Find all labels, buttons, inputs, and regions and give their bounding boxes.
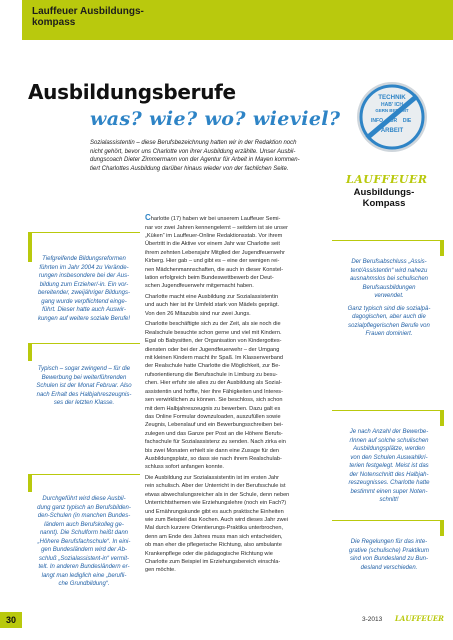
logo-text: DIE — [402, 118, 412, 124]
body-line: rufsorientierung die Berufsschule in Limburg zu besu- — [145, 371, 278, 378]
body-line: diensten oder bei der Jugendfeuerwehr – der Umgang — [145, 346, 280, 353]
body-line: mit dem Halbjahreszeugnis zu bewerben. Dazu galt es — [145, 405, 281, 412]
note-line: tent/Assistentin“ wird nahezu — [350, 267, 428, 274]
logo-text: TECHNIK — [378, 94, 406, 101]
intro-line: nicht gehört, bevor uns Charlotte von ihrer Ausbildung erzählte. Unser Ausbil- — [90, 148, 296, 155]
body-line: Krankenpflege oder die pädagogische Richtung wie — [145, 550, 273, 557]
sidebar-note — [30, 495, 138, 589]
body-line: Realschule besuchte schon gerne und viel mit Kindern. — [145, 329, 282, 336]
note-line: Ausbildungsplätze, werden — [353, 446, 425, 452]
note-line: nannt). Die Schulform heißt dann — [39, 530, 129, 536]
logo-text: INFO — [371, 118, 383, 124]
body-line: Unterrichtsthemen wie Erziehungslehre (noch ein Fach?) — [145, 500, 287, 507]
note-line: schnitt! — [379, 497, 399, 503]
note-line: ses der letzten Klasse. — [53, 400, 115, 406]
body-line: Ausbildungsplatz, so dass sie nach ihrem Realschulab- — [145, 455, 282, 462]
note-line: reszeugnisses. Charlotte hatte — [348, 480, 430, 486]
sidebar-note — [30, 255, 138, 323]
note-line: dagogischen, aber auch die — [352, 314, 426, 320]
body-line: und Ernährungskunde gibt es auch praktische Einheiten — [145, 508, 284, 515]
note-line: Tiefgreifende Bildungsreformen — [42, 256, 126, 262]
divider — [332, 520, 444, 521]
page-subtitle: was? wie? wo? wieviel? — [90, 108, 341, 130]
body-line: denn am Ende des Jahres muss man sich entscheiden, — [145, 533, 283, 540]
note-line: Ganz typisch sind die sozialpä- — [347, 305, 431, 312]
note-line: bildung zum Erzieher/-in. Ein vor- — [39, 281, 129, 288]
body-line: ihrem zehnten Lebensjahr Mitglied der Jugendfeuerwehr — [145, 249, 285, 256]
intro-text — [90, 139, 335, 173]
note-line: Frauen dominiert. — [365, 331, 413, 337]
note-line: Bewerbung bei weiterführenden — [41, 374, 127, 381]
body-line: nen Mädchenmannschaften, die auch in dieser Konstel- — [145, 266, 284, 273]
note-line: dung ganz typisch an Berufsbilden- — [37, 504, 131, 511]
intro-line: tiert Charlottes Ausbildung darüber hinaus wieder von der fachlichen Seite. — [90, 165, 289, 172]
note-line: rungen insbesondere bei der Aus- — [38, 273, 130, 279]
body-line: gen möchte. — [145, 567, 176, 574]
note-line: terien festgelegt. Meist ist das — [349, 463, 429, 469]
sidebar-note — [334, 538, 444, 572]
note-line: Berufsausbildungen — [362, 284, 416, 291]
body-line: rein schulisch. Aber der Unterricht in der Berufsschule ist — [145, 483, 286, 490]
page-title: Ausbildungsberufe — [28, 80, 236, 104]
note-line: telt. In anderen Bundesländern er- — [38, 564, 130, 570]
note-line: rInnen auf solche schulischen — [349, 437, 429, 444]
note-line: bestimmt einen super Noten- — [350, 488, 428, 495]
sidebar-note — [334, 428, 444, 505]
body-line: schluss sofort anfangen konnte. — [145, 464, 224, 471]
divider — [28, 343, 140, 344]
body-line: Egal ob Babysitten, der Organisation von Kindergottes- — [145, 338, 282, 345]
body-line: etwas abwechslungsreicher als in der Schule, denn neben — [145, 491, 290, 498]
brand-name: LAUFFEUER — [346, 173, 428, 186]
issue-label: 3-2013 — [362, 616, 383, 623]
note-line: langt man lediglich eine „berufli- — [41, 572, 127, 579]
note-line: ländern auch Berufskolleg ge- — [44, 521, 124, 528]
body-line: assistentin und hoffte, hier ihre Fähigkeiten und Interes- — [145, 388, 283, 395]
body-line: zulegen und das Ganze per Post an die Höhere Berufs- — [145, 430, 283, 437]
body-line: Kirberg. Hier gab – und gibt es – eine der wenigen rei- — [145, 258, 280, 265]
footer-brand: LAUFFEUER — [395, 614, 444, 623]
divider-bar — [440, 240, 444, 256]
body-line: fachschule für Sozialassistenz zu senden. Nach zirka ein — [145, 439, 286, 446]
brand-subtitle-line: Ausbildungs- — [353, 187, 415, 198]
note-line: Der Berufsabschluss „Assis- — [351, 259, 427, 265]
note-line: grative (schulische) Praktikum — [348, 547, 430, 554]
body-line-text: harlotte (17) haben wir bei unserem Lauffeuer Semi- — [150, 216, 281, 223]
divider — [28, 474, 140, 475]
divider — [332, 240, 444, 241]
intro-line: dungscoach Dieter Zimmermann von der Agentur für Arbeit in Mayen kommen- — [90, 157, 300, 164]
divider-bar — [440, 410, 444, 426]
body-line: wie zum Beispiel das Kochen. Auch wird dieses Jahr zwei — [145, 516, 289, 523]
sidebar-note — [30, 365, 138, 408]
note-line: ausnahmslos bei schulischen — [349, 276, 429, 282]
body-line: Mal durch kurzere Orientierungs-Praktika unterbrochen, — [145, 525, 284, 532]
body-line: Zeugnis, Lebenslauf und ein Bewerbungsschreiben bei- — [145, 422, 284, 429]
note-line: bereitender, zweijähriger Bildungs- — [37, 290, 131, 296]
note-line: führt. Dieser hatte auch Auswir- — [42, 307, 126, 313]
page-number: 30 — [0, 612, 22, 628]
logo-text: HAB' ICH — [380, 102, 404, 108]
divider-bar — [28, 232, 32, 262]
note-line: gang wurde verpflichtend einge- — [41, 298, 127, 305]
note-line: von den Schulen Auswahlkri- — [350, 454, 428, 461]
body-line: lation erfolgreich beim Bundeswettbewerb der Deut- — [145, 275, 274, 282]
article-body — [145, 212, 325, 577]
intro-line: Sozialassistentin – diese Berufsbezeichnung hatten wir in der Redaktion noch — [90, 140, 297, 146]
note-line: der Notenschnitt des Halbjah- — [349, 471, 429, 478]
body-line: das Online Formular downzuloaden, auszufüllen sowie — [145, 413, 281, 420]
body-line — [145, 214, 325, 223]
divider — [332, 410, 444, 411]
note-line: Durchgeführt wird diese Ausbil- — [42, 496, 126, 502]
note-line: „Höhere Berufsfachschule“. In eini- — [37, 538, 131, 545]
note-line: sozialpflegerischen Berufe von — [348, 322, 430, 329]
dropcap: C — [145, 213, 151, 223]
divider — [28, 232, 140, 233]
logo-text: ARBEIT — [380, 128, 404, 134]
note-line: gen Bundesländern wird der Ab- — [41, 547, 127, 553]
note-line: Schulen ist der Monat Februar. Also — [36, 383, 132, 389]
note-line: den-Schulen (in manchen Bundes- — [37, 513, 131, 519]
divider-bar — [28, 343, 32, 361]
body-line: ob man eher die pflegerische Richtung, also ambulante — [145, 542, 282, 549]
divider-bar — [28, 474, 32, 492]
brand-subtitle-line: Kompass — [362, 198, 406, 209]
note-line: nach Erhalt des Halbjahreszeugnis- — [36, 391, 132, 398]
note-line: Je nach Anzahl der Bewerbe- — [349, 429, 429, 435]
sidebar-note — [334, 258, 444, 339]
technik-sign-icon — [355, 80, 429, 154]
note-line: che Grundbildung“. — [58, 581, 110, 587]
note-line: führten im Jahr 2004 zu Verände- — [39, 264, 129, 271]
note-line: sind von Bundesland zu Bun- — [349, 556, 429, 562]
body-line: Charlotte zum Beispiel im Erziehungsbereich einschla- — [145, 559, 281, 565]
section-title-line: Lauffeuer Ausbildungs- — [32, 6, 144, 17]
section-title — [32, 6, 232, 28]
body-line: bis zwei Monaten erhielt sie dann eine Zusage für den — [145, 447, 280, 454]
body-line: Charlotte beschäftigte sich zu der Zeit, als sie noch die — [145, 321, 281, 328]
note-line: schluß „Sozialassistent-in“ vermit- — [38, 555, 130, 562]
body-line: Die Ausbildung zur Sozialassistentin ist im ersten Jahr — [145, 474, 280, 481]
logo-text: GERN BEDIENT — [375, 108, 409, 113]
body-line: chen. Hier erfuhr sie alles zu der Ausbildung als Sozial- — [145, 380, 282, 387]
body-line: „Küken“ im Lauffeuer-Online Redaktionsstab. Vor ihrem — [145, 233, 283, 239]
body-line: nar vor zwei Jahren kennengelernt – seitdem ist sie unser — [145, 224, 289, 231]
body-line: mit kleinen Kindern macht ihr Spaß. Im Klassenverband — [145, 355, 284, 362]
section-title-line: kompass — [32, 17, 76, 28]
note-line: Die Regelungen für das inte- — [350, 539, 428, 545]
body-line: Von den 26 Mitazubis sind nur zwei Jungs. — [145, 310, 251, 317]
divider-bar — [440, 520, 444, 536]
note-line: kungen auf weitere soziale Berufe! — [37, 315, 131, 322]
note-line: verwendet. — [374, 293, 404, 299]
brand-subtitle — [338, 187, 430, 209]
body-line: und auch hier ist ihr Umfeld stark von Mädels geprägt. — [145, 302, 280, 309]
body-line: sen verwirklichen zu können. Sie beschloss, sich schon — [145, 397, 283, 404]
body-line: Übertritt in die Aktive vor einem Jahr war Charlotte seit — [145, 241, 280, 248]
logo-text: FÜR — [386, 118, 398, 124]
note-line: desland verschieden. — [360, 564, 418, 571]
body-line: Charlotte macht eine Ausbildung zur Sozialassistentin — [145, 294, 279, 301]
note-line: Typisch – sogar zwingend – für die — [37, 366, 131, 372]
brand-box — [338, 171, 430, 217]
body-line: der Realschule hatte Charlotte die Möglichkeit, zur Be- — [145, 363, 281, 370]
body-line: schen Jugendfeuerwehr mitgemacht haben. — [145, 283, 254, 290]
